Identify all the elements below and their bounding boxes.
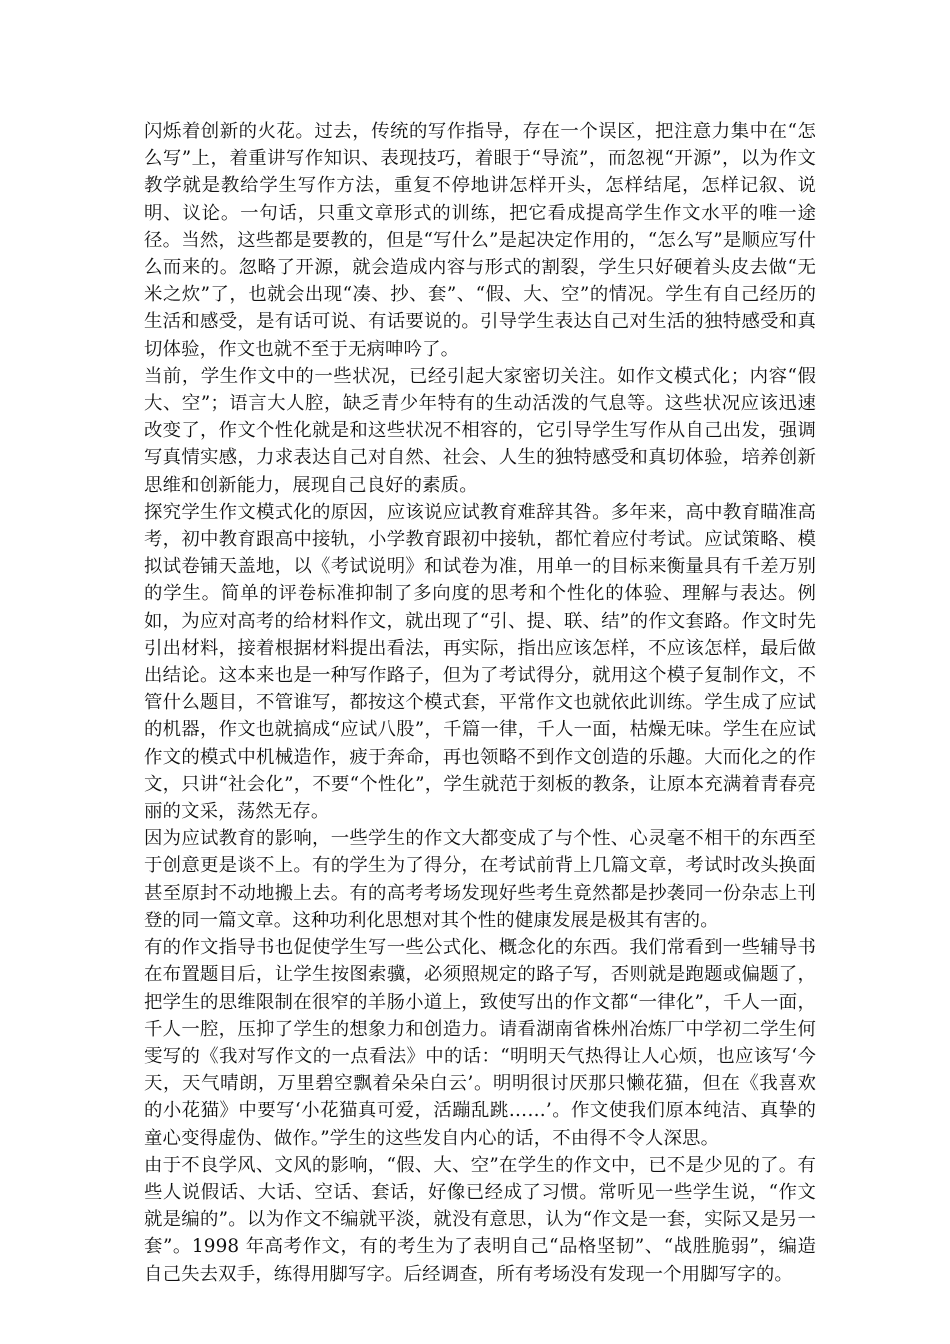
paragraph-3: 探究学生作文模式化的原因，应该说应试教育难辞其咎。多年来，高中教育瞄准高考，初中教育跟高中接轨，小学教育跟初中接轨，都忙着应付考试。应试策略、模拟试卷铺天盖地，以《考试说明》和试卷为准，用单一的目标来衡量具有千差万别的学生。简单的评卷标准抑制了多向度的思考和个性化的体验、理解与表达。例如，为应对高考的给材料作文，就出现了“引、提、联、结”的作文套路。作文时先引出材料，接着根据材料提出看法，再实际，指出应该怎样，不应该怎样，最后做出结论。这本来也是一种写作路子，但为了考试得分，就用这个模子复制作文，不管什么题目，不管谁写，都按这个模式套，平常作文也就依此训练。学生成了应试的机器，作文也就搞成“应试八股”，千篇一律，千人一面，枯燥无味。学生在应试作文的模式中机械造作，疲于奔命，再也领略不到作文创造的乐趣。大而化之的作文，只讲“社会化”，不要“个性化”，学生就范于刻板的教条，让原本充满着青春亮丽的文采，荡然无存。 — [144, 501, 816, 823]
paragraph-6: 由于不良学风、文风的影响，“假、大、空”在学生的作文中，已不是少见的了。有些人说假话、大话、空话、套话，好像已经成了习惯。常听见一些学生说，“作文就是编的”。以为作文不编就平淡，就没有意思，认为“作文是一套，实际又是另一套”。1998 年高考作文，有的考生为了表明自己“品格坚韧”、“战胜脆弱”，编造自己失去双手，练得用脚写字。后经调查，所有考场没有发现一个用脚写字的。 — [144, 1154, 816, 1285]
paragraph-4: 因为应试教育的影响，一些学生的作文大都变成了与个性、心灵毫不相干的东西至于创意更是谈不上。有的学生为了得分，在考试前背上几篇文章，考试时改头换面甚至原封不动地搬上去。有的高考考场发现好些考生竟然都是抄袭同一份杂志上刊登的同一篇文章。这种功利化思想对其个性的健康发展是极其有害的。 — [144, 828, 816, 931]
paragraph-2: 当前，学生作文中的一些状况，已经引起大家密切关注。如作文模式化；内容“假大、空”；语言大人腔，缺乏青少年特有的生动活泼的气息等。这些状况应该迅速改变了，作文个性化就是和这些状况不相容的，它引导学生写作从自己出发，强调写真情实感，力求表达自己对自然、社会、人生的独特感受和真切体验，培养创新思维和创新能力，展现自己良好的素质。 — [144, 365, 816, 496]
paragraph-1: 闪烁着创新的火花。过去，传统的写作指导，存在一个误区，把注意力集中在“怎么写”上，着重讲写作知识、表现技巧，着眼于“导流”，而忽视“开源”，以为作文教学就是教给学生写作方法，重复不停地讲怎样开头，怎样结尾，怎样记叙、说明、议论。一句话，只重文章形式的训练，把它看成提高学生作文水平的唯一途径。当然，这些都是要教的，但是“写什么”是起决定作用的，“怎么写”是顺应写什么而来的。忽略了开源，就会造成内容与形式的割裂，学生只好硬着头皮去做“无米之炊”了，也就会出现“凑、抄、套”、“假、大、空”的情况。学生有自己经历的生活和感受，是有话可说、有话要说的。引导学生表达自己对生活的独特感受和真切体验，作文也就不至于无病呻吟了。 — [144, 121, 816, 360]
paragraph-5: 有的作文指导书也促使学生写一些公式化、概念化的东西。我们常看到一些辅导书在布置题目后，让学生按图索骥，必须照规定的路子写，否则就是跑题或偏题了，把学生的思维限制在很窄的羊肠小道上，致使写出的作文都“一律化”，千人一面，千人一腔，压抑了学生的想象力和创造力。请看湖南省株州冶炼厂中学初二学生何雯写的《我对写作文的一点看法》中的话：“明明天气热得让人心烦，也应该写‘今天，天气晴朗，万里碧空飘着朵朵白云’。明明很讨厌那只懒花猫，但在《我喜欢的小花猫》中要写‘小花猫真可爱，活蹦乱跳……’。作文使我们原本纯洁、真挚的童心变得虚伪、做作。”学生的这些发自内心的话，不由得不令人深思。 — [144, 937, 816, 1149]
document-body — [144, 118, 816, 1288]
